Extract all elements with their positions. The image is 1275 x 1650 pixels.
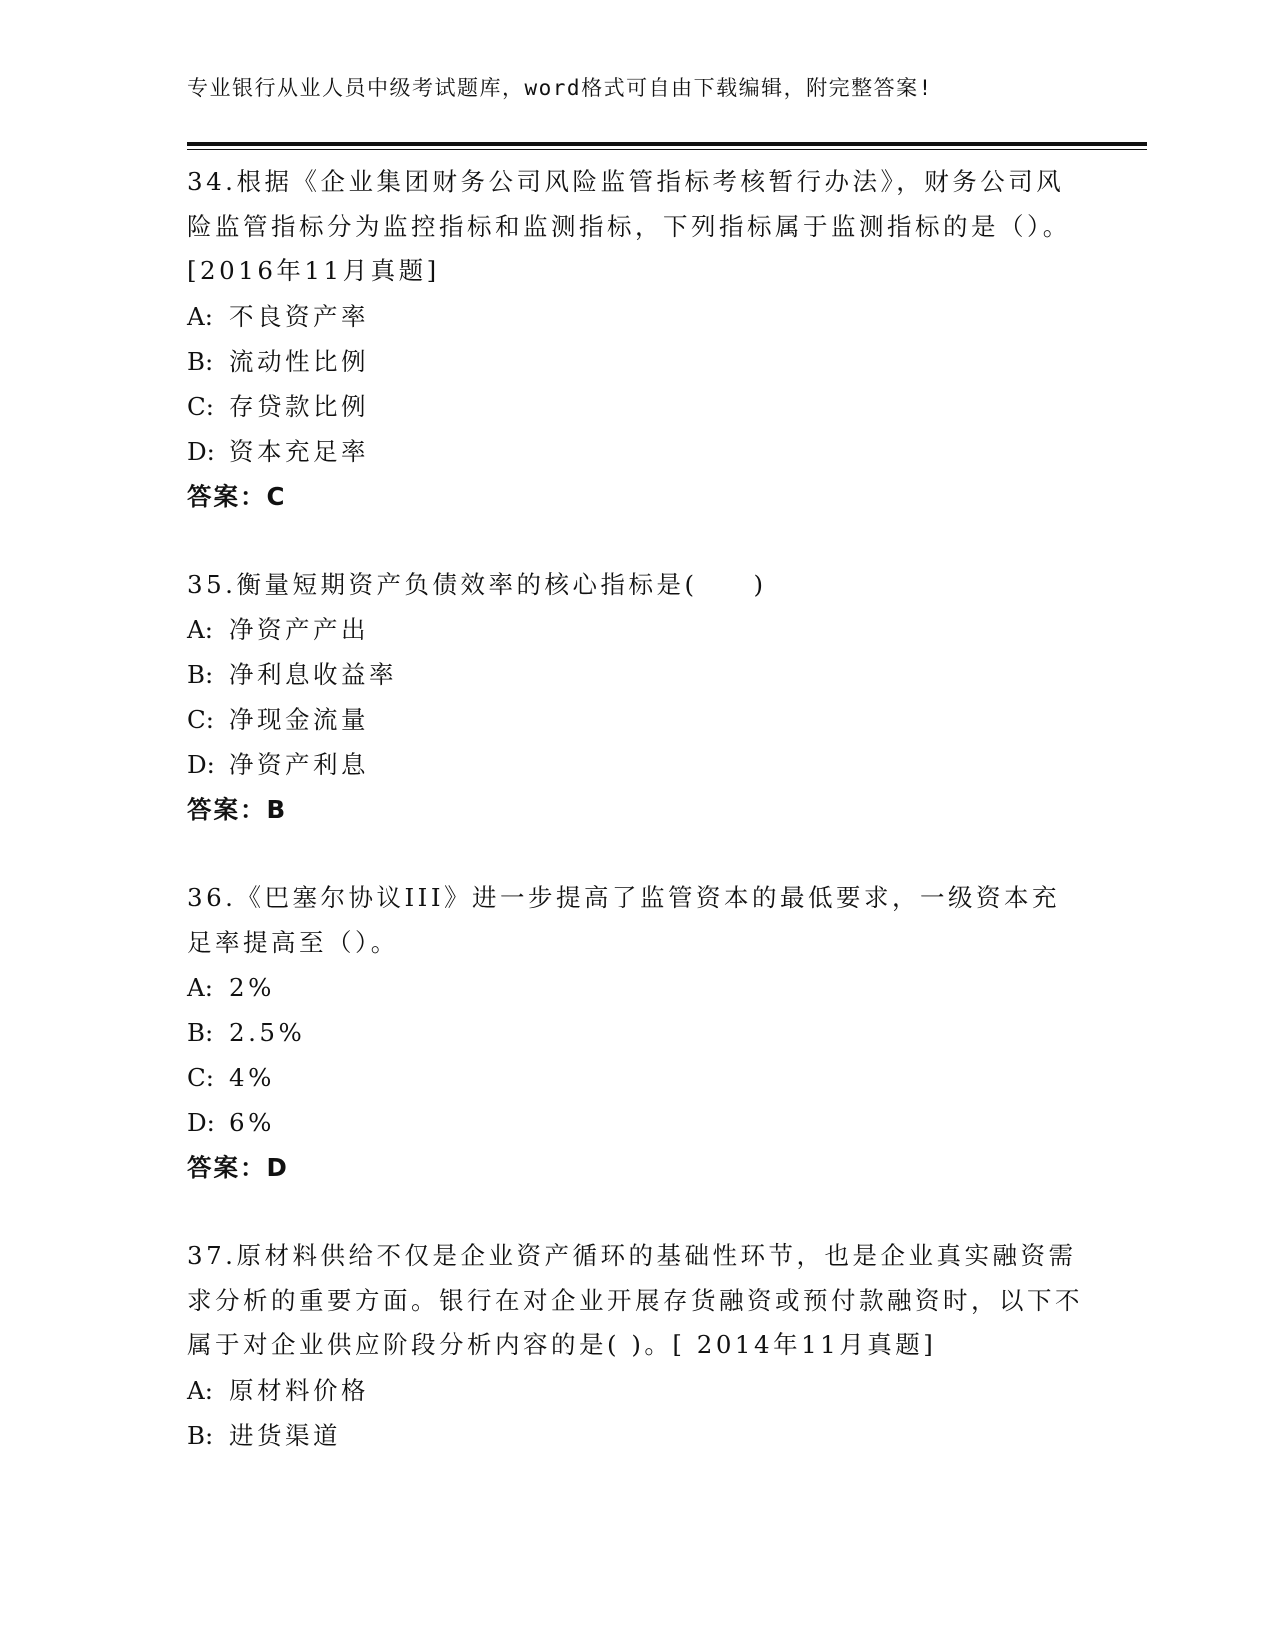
option-letter: B: <box>187 346 214 376</box>
question-35 <box>187 563 1087 833</box>
option-letter: C: <box>187 705 215 734</box>
question-stem: 36.《巴塞尔协议III》进一步提高了监管资本的最低要求，一级资本充足率提高至（）。 <box>187 883 1060 957</box>
option-letter: A: <box>187 301 213 331</box>
page-header: 专业银行从业人员中级考试题库，word格式可自由下载编辑，附完整答案! <box>187 76 933 100</box>
question-list <box>187 160 1087 1458</box>
option-d <box>187 742 1087 787</box>
option-text: 资本充足率 <box>229 436 369 466</box>
question-34 <box>187 160 1087 519</box>
option-text: 净资产产出 <box>229 615 369 644</box>
option-c <box>187 1055 1087 1100</box>
option-letter: D: <box>187 750 215 779</box>
option-a <box>187 607 1087 652</box>
option-text: 6% <box>229 1108 275 1137</box>
option-letter: A: <box>187 1375 213 1405</box>
option-text: 进货渠道 <box>229 1420 341 1450</box>
option-letter: A: <box>187 973 213 1002</box>
option-letter: C: <box>187 1063 215 1092</box>
option-b <box>187 652 1087 697</box>
question-spacer <box>187 832 1087 876</box>
question-stem: 34.根据《企业集团财务公司风险监管指标考核暂行办法》，财务公司风险监管指标分为监控指标和监测指标，下列指标属于监测指标的是（）。[2016年11月真题] <box>187 167 1071 285</box>
option-a <box>187 1368 1087 1413</box>
option-c <box>187 384 1087 429</box>
option-letter: D: <box>187 1108 215 1137</box>
option-text: 不良资产率 <box>229 301 369 331</box>
option-letter: B: <box>187 1018 214 1047</box>
question-37 <box>187 1234 1087 1458</box>
option-c <box>187 697 1087 742</box>
question-stem: 35.衡量短期资产负债效率的核心指标是( ) <box>187 569 767 599</box>
option-letter: C: <box>187 391 215 421</box>
option-a <box>187 294 1087 339</box>
option-letter: D: <box>187 436 215 466</box>
option-letter: B: <box>187 1420 214 1450</box>
option-text: 2.5% <box>229 1018 306 1047</box>
answer-line: 答案：D <box>187 1153 289 1182</box>
option-text: 净现金流量 <box>229 705 369 734</box>
option-b <box>187 1010 1087 1055</box>
option-d <box>187 1100 1087 1145</box>
option-text: 原材料价格 <box>229 1375 369 1405</box>
question-36 <box>187 876 1087 1190</box>
question-spacer <box>187 519 1087 563</box>
option-text: 4% <box>229 1063 275 1092</box>
option-text: 存贷款比例 <box>229 391 369 421</box>
option-letter: B: <box>187 660 214 689</box>
option-letter: A: <box>187 615 213 644</box>
option-text: 净利息收益率 <box>229 660 397 689</box>
option-b <box>187 339 1087 384</box>
option-text: 流动性比例 <box>229 346 369 376</box>
option-b <box>187 1413 1087 1458</box>
option-a <box>187 965 1087 1010</box>
answer-line: 答案：B <box>187 795 288 824</box>
answer-line: 答案：C <box>187 481 287 511</box>
option-text: 净资产利息 <box>229 750 369 779</box>
question-spacer <box>187 1190 1087 1234</box>
option-d <box>187 429 1087 474</box>
header-divider-thin <box>187 149 1147 150</box>
option-text: 2% <box>229 973 275 1002</box>
header-divider-thick <box>187 142 1147 146</box>
question-stem: 37.原材料供给不仅是企业资产循环的基础性环节，也是企业真实融资需求分析的重要方面。银行在对企业开展存货融资或预付款融资时，以下不属于对企业供应阶段分析内容的是( )。[ 2014年11月真题] <box>187 1241 1083 1359</box>
